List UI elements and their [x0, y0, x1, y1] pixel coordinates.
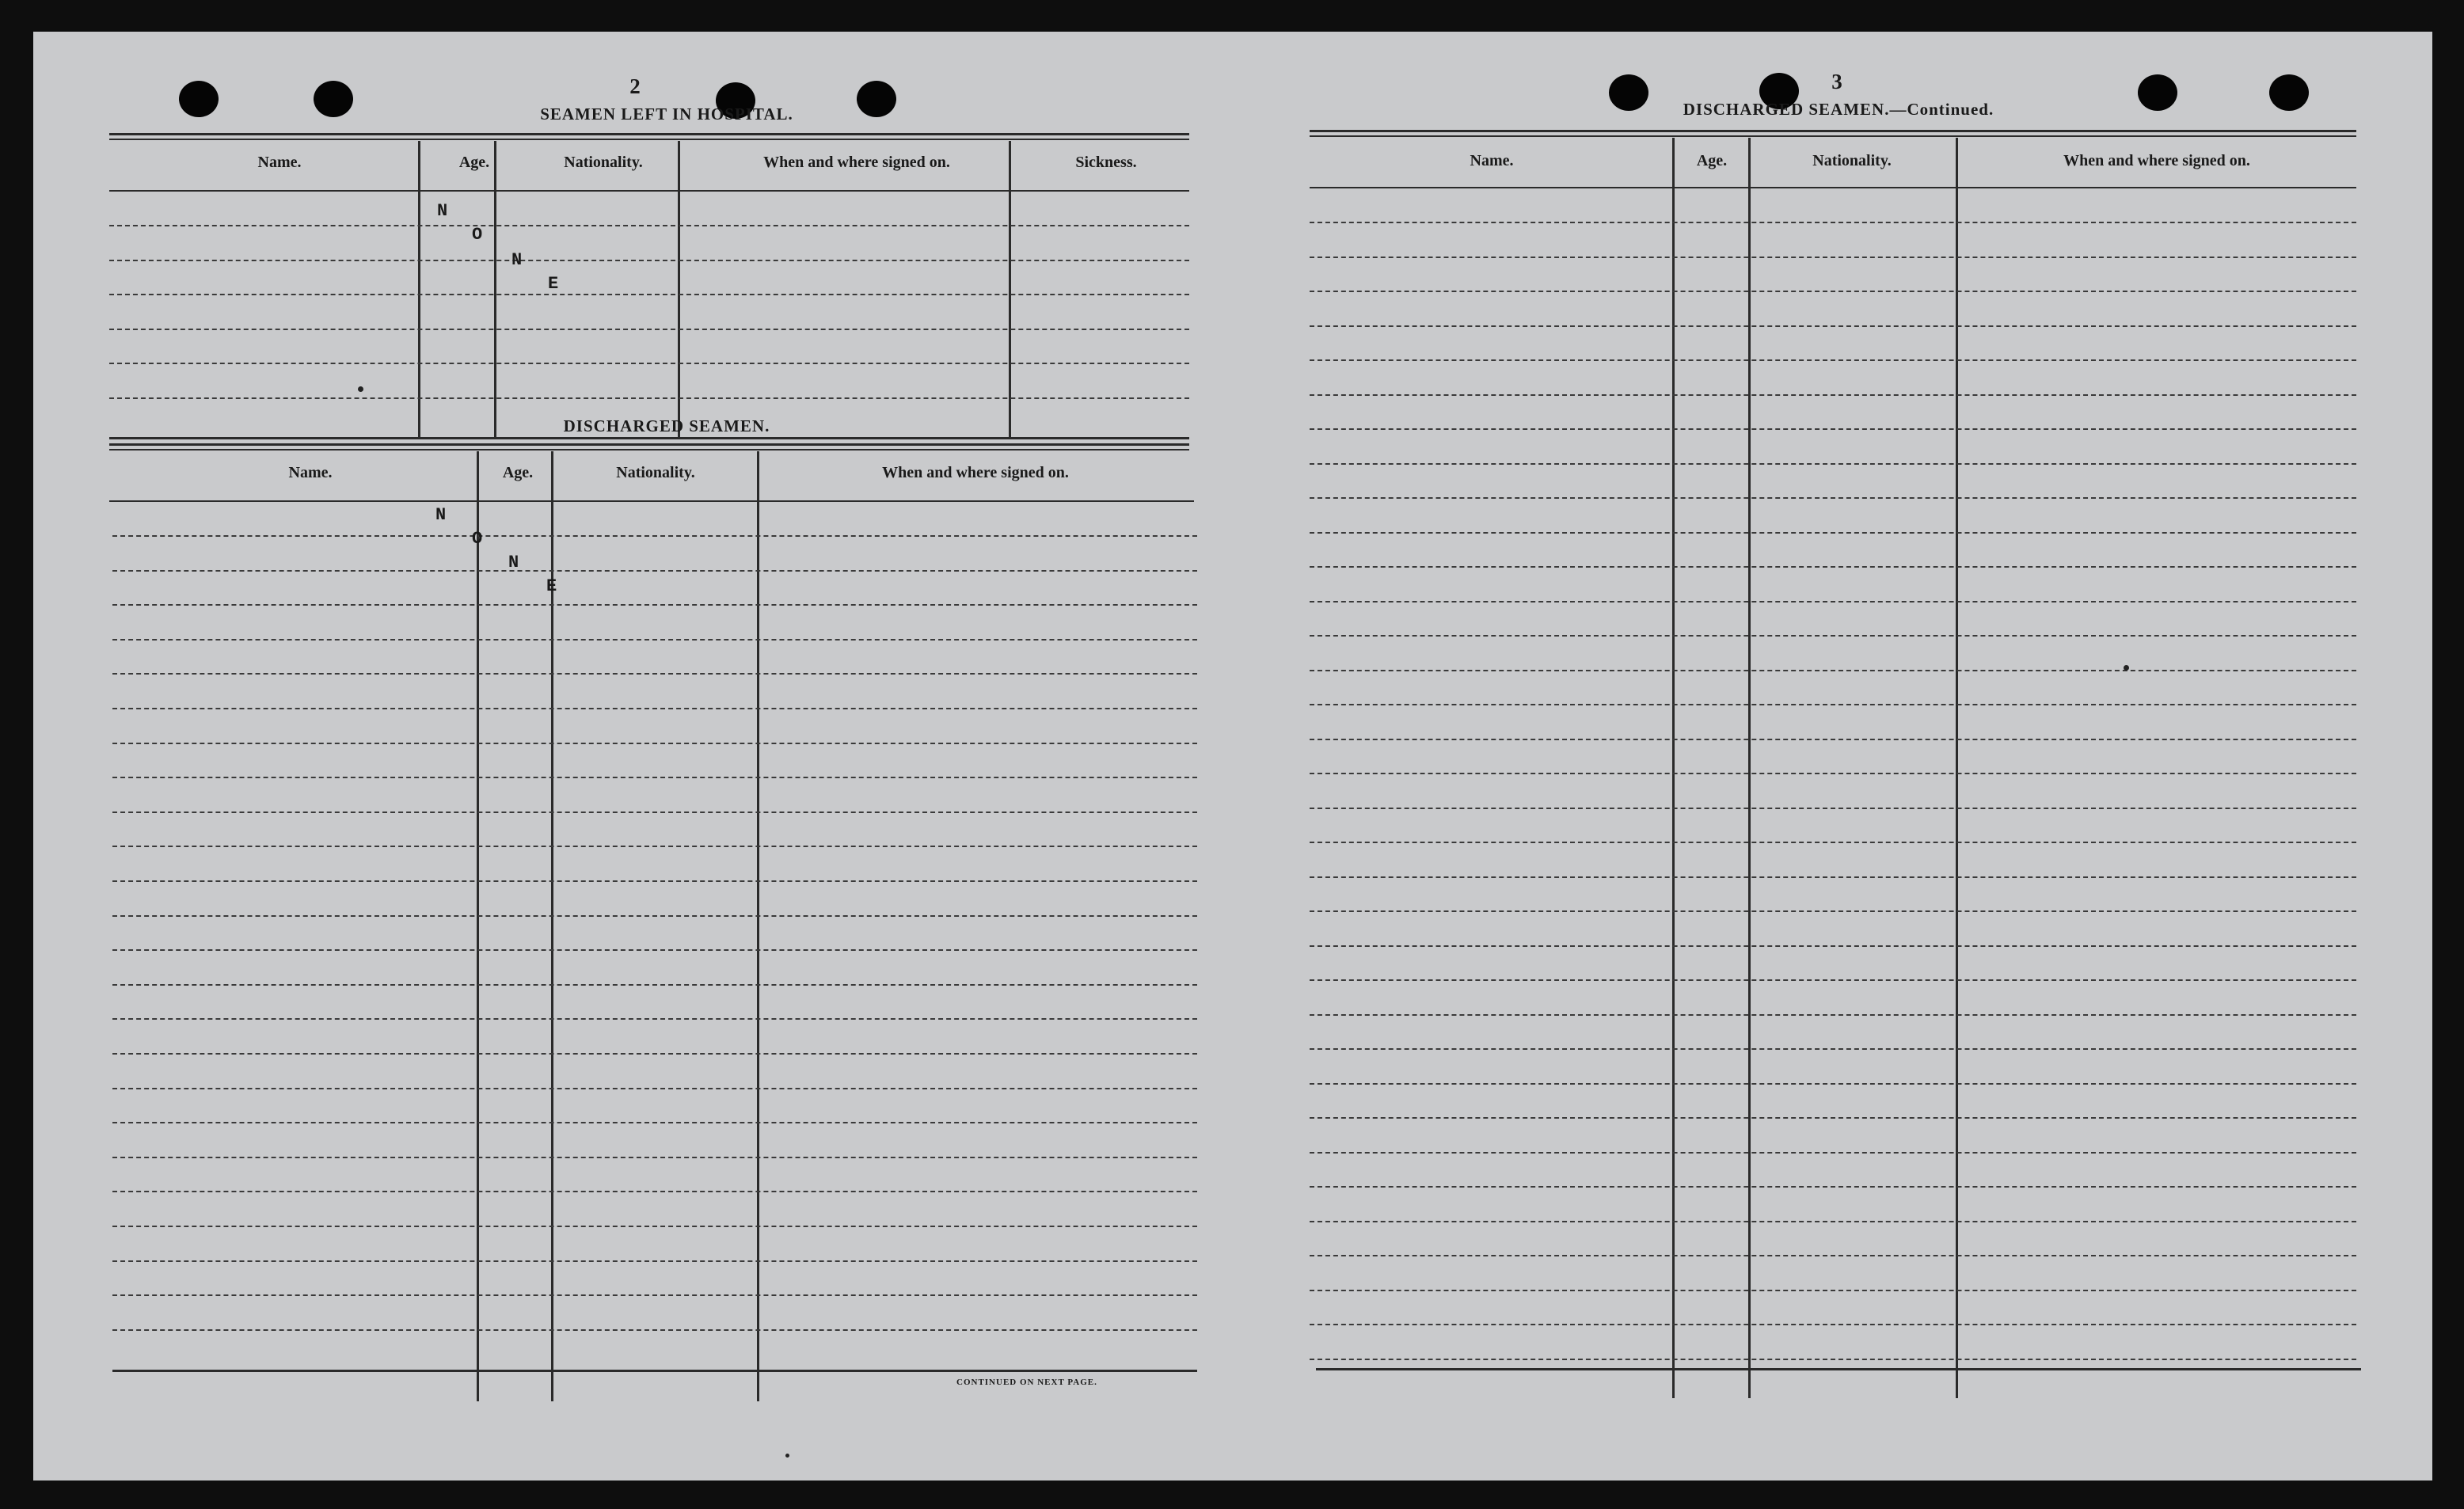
- col-header-age: Age.: [1696, 152, 1728, 169]
- stamp-letter: O: [472, 529, 483, 549]
- ruled-entry-line: [1310, 359, 2356, 361]
- punch-hole: [2138, 74, 2177, 111]
- page-number: 3: [1831, 70, 1842, 93]
- ruled-entry-line: [1310, 808, 2356, 809]
- ruled-entry-line: [1310, 1083, 2356, 1085]
- column-divider: [1672, 138, 1675, 1398]
- ruled-entry-line: [112, 984, 1197, 986]
- col-header-age: Age.: [458, 154, 490, 171]
- ruled-entry-line: [112, 743, 1197, 744]
- ruled-entry-line: [109, 260, 1189, 261]
- ruled-entry-line: [109, 363, 1189, 364]
- ruled-entry-line: [1310, 1048, 2356, 1050]
- ruled-entry-line: [1310, 876, 2356, 878]
- ruled-entry-line: [1310, 601, 2356, 602]
- ruled-entry-line: [1310, 1014, 2356, 1016]
- ruled-entry-line: [1310, 291, 2356, 292]
- hospital-section-title: SEAMEN LEFT IN HOSPITAL.: [540, 105, 793, 124]
- ruled-entry-line: [112, 880, 1197, 882]
- ruled-entry-line: [1310, 1255, 2356, 1256]
- ruled-entry-line: [1310, 842, 2356, 843]
- ruled-entry-line: [112, 708, 1197, 709]
- ruled-entry-line: [1310, 739, 2356, 740]
- page-number: 2: [629, 74, 641, 98]
- ink-speck: [2124, 665, 2129, 671]
- column-divider: [1009, 141, 1011, 437]
- right-bottom-rule: [1316, 1368, 2361, 1370]
- discharged-top-rule: [109, 443, 1189, 446]
- ruled-entry-line: [112, 604, 1197, 606]
- stamp-letter: N: [511, 250, 523, 270]
- ruled-entry-line: [1310, 1221, 2356, 1222]
- col-header-nationality: Nationality.: [1812, 152, 1892, 169]
- ruled-entry-line: [1310, 635, 2356, 637]
- ruled-entry-line: [112, 777, 1197, 778]
- ruled-entry-line: [1310, 566, 2356, 568]
- ruled-entry-line: [109, 329, 1189, 330]
- discharged-section-title: DISCHARGED SEAMEN.: [563, 416, 770, 435]
- punch-hole: [179, 81, 219, 117]
- col-header-sickness: Sickness.: [1075, 154, 1137, 171]
- ruled-entry-line: [1310, 222, 2356, 223]
- ruled-entry-line: [1310, 979, 2356, 981]
- stamp-letter: O: [472, 225, 483, 245]
- ruled-entry-line: [1310, 773, 2356, 774]
- ruled-entry-line: [112, 1329, 1197, 1331]
- column-divider: [757, 451, 759, 1401]
- ledger-sheet: [33, 32, 2432, 1480]
- ruled-entry-line: [112, 846, 1197, 847]
- discharged-continued-title: DISCHARGED SEAMEN.—Continued.: [1683, 100, 1994, 119]
- ruled-entry-line: [112, 1018, 1197, 1020]
- discharged-top-rule-2: [109, 449, 1189, 450]
- hospital-top-rule-2: [109, 139, 1189, 140]
- ruled-entry-line: [1310, 394, 2356, 396]
- ruled-entry-line: [112, 1122, 1197, 1123]
- discharged-header-rule: [109, 500, 1194, 502]
- ruled-entry-line: [1310, 1186, 2356, 1188]
- ruled-entry-line: [1310, 257, 2356, 258]
- ruled-entry-line: [1310, 463, 2356, 465]
- ink-speck: [785, 1454, 789, 1458]
- col-header-name: Name.: [257, 154, 302, 171]
- col-header-signed-on: When and where signed on.: [2063, 152, 2250, 169]
- stamp-letter: E: [546, 576, 557, 596]
- ruled-entry-line: [1310, 325, 2356, 327]
- col-header-signed-on: When and where signed on.: [763, 154, 950, 171]
- ruled-entry-line: [109, 397, 1189, 399]
- column-divider: [1956, 138, 1958, 1398]
- ruled-entry-line: [109, 294, 1189, 295]
- col-header-name: Name.: [288, 464, 333, 481]
- right-top-rule: [1310, 130, 2356, 132]
- ruled-entry-line: [112, 1053, 1197, 1055]
- col-header-signed-on: When and where signed on.: [882, 464, 1069, 481]
- ruled-entry-line: [112, 812, 1197, 813]
- ruled-entry-line: [109, 225, 1189, 226]
- column-divider: [477, 451, 479, 1401]
- hospital-header-rule: [109, 190, 1189, 192]
- col-header-age: Age.: [502, 464, 534, 481]
- stamp-letter: N: [437, 201, 448, 221]
- ruled-entry-line: [112, 949, 1197, 951]
- right-top-rule-2: [1310, 135, 2356, 137]
- stamp-letter: N: [435, 505, 447, 525]
- ruled-entry-line: [1310, 1290, 2356, 1291]
- column-divider: [678, 141, 680, 437]
- ruled-entry-line: [112, 1088, 1197, 1089]
- ruled-entry-line: [1310, 1117, 2356, 1119]
- ruled-entry-line: [112, 673, 1197, 675]
- ruled-entry-line: [1310, 670, 2356, 671]
- ruled-entry-line: [112, 1191, 1197, 1192]
- col-header-nationality: Nationality.: [616, 464, 695, 481]
- col-header-name: Name.: [1470, 152, 1514, 169]
- ruled-entry-line: [112, 570, 1197, 572]
- ruled-entry-line: [1310, 704, 2356, 705]
- ruled-entry-line: [112, 915, 1197, 917]
- hospital-top-rule: [109, 133, 1189, 135]
- ruled-entry-line: [1310, 428, 2356, 430]
- ruled-entry-line: [1310, 1152, 2356, 1154]
- ruled-entry-line: [1310, 532, 2356, 534]
- ruled-entry-line: [112, 535, 1197, 537]
- col-header-nationality: Nationality.: [564, 154, 643, 171]
- ruled-entry-line: [112, 1294, 1197, 1296]
- ruled-entry-line: [112, 1226, 1197, 1227]
- ruled-entry-line: [1310, 910, 2356, 912]
- hospital-bottom-rule: [109, 437, 1189, 439]
- stamp-letter: N: [508, 553, 519, 572]
- continued-footnote: CONTINUED ON NEXT PAGE.: [956, 1378, 1097, 1387]
- punch-hole: [2269, 74, 2309, 111]
- ruled-entry-line: [112, 1157, 1197, 1158]
- ruled-entry-line: [112, 1260, 1197, 1262]
- right-header-rule: [1310, 187, 2356, 188]
- column-divider: [1748, 138, 1751, 1398]
- discharged-bottom-rule: [112, 1370, 1197, 1372]
- stamp-letter: E: [548, 274, 559, 294]
- ink-speck: [358, 386, 363, 392]
- ruled-entry-line: [1310, 1324, 2356, 1325]
- punch-hole: [314, 81, 353, 117]
- ruled-entry-line: [1310, 497, 2356, 499]
- column-divider: [494, 141, 496, 437]
- ruled-entry-line: [1310, 945, 2356, 947]
- column-divider: [418, 141, 420, 437]
- ruled-entry-line: [1310, 1359, 2356, 1360]
- ruled-entry-line: [112, 639, 1197, 640]
